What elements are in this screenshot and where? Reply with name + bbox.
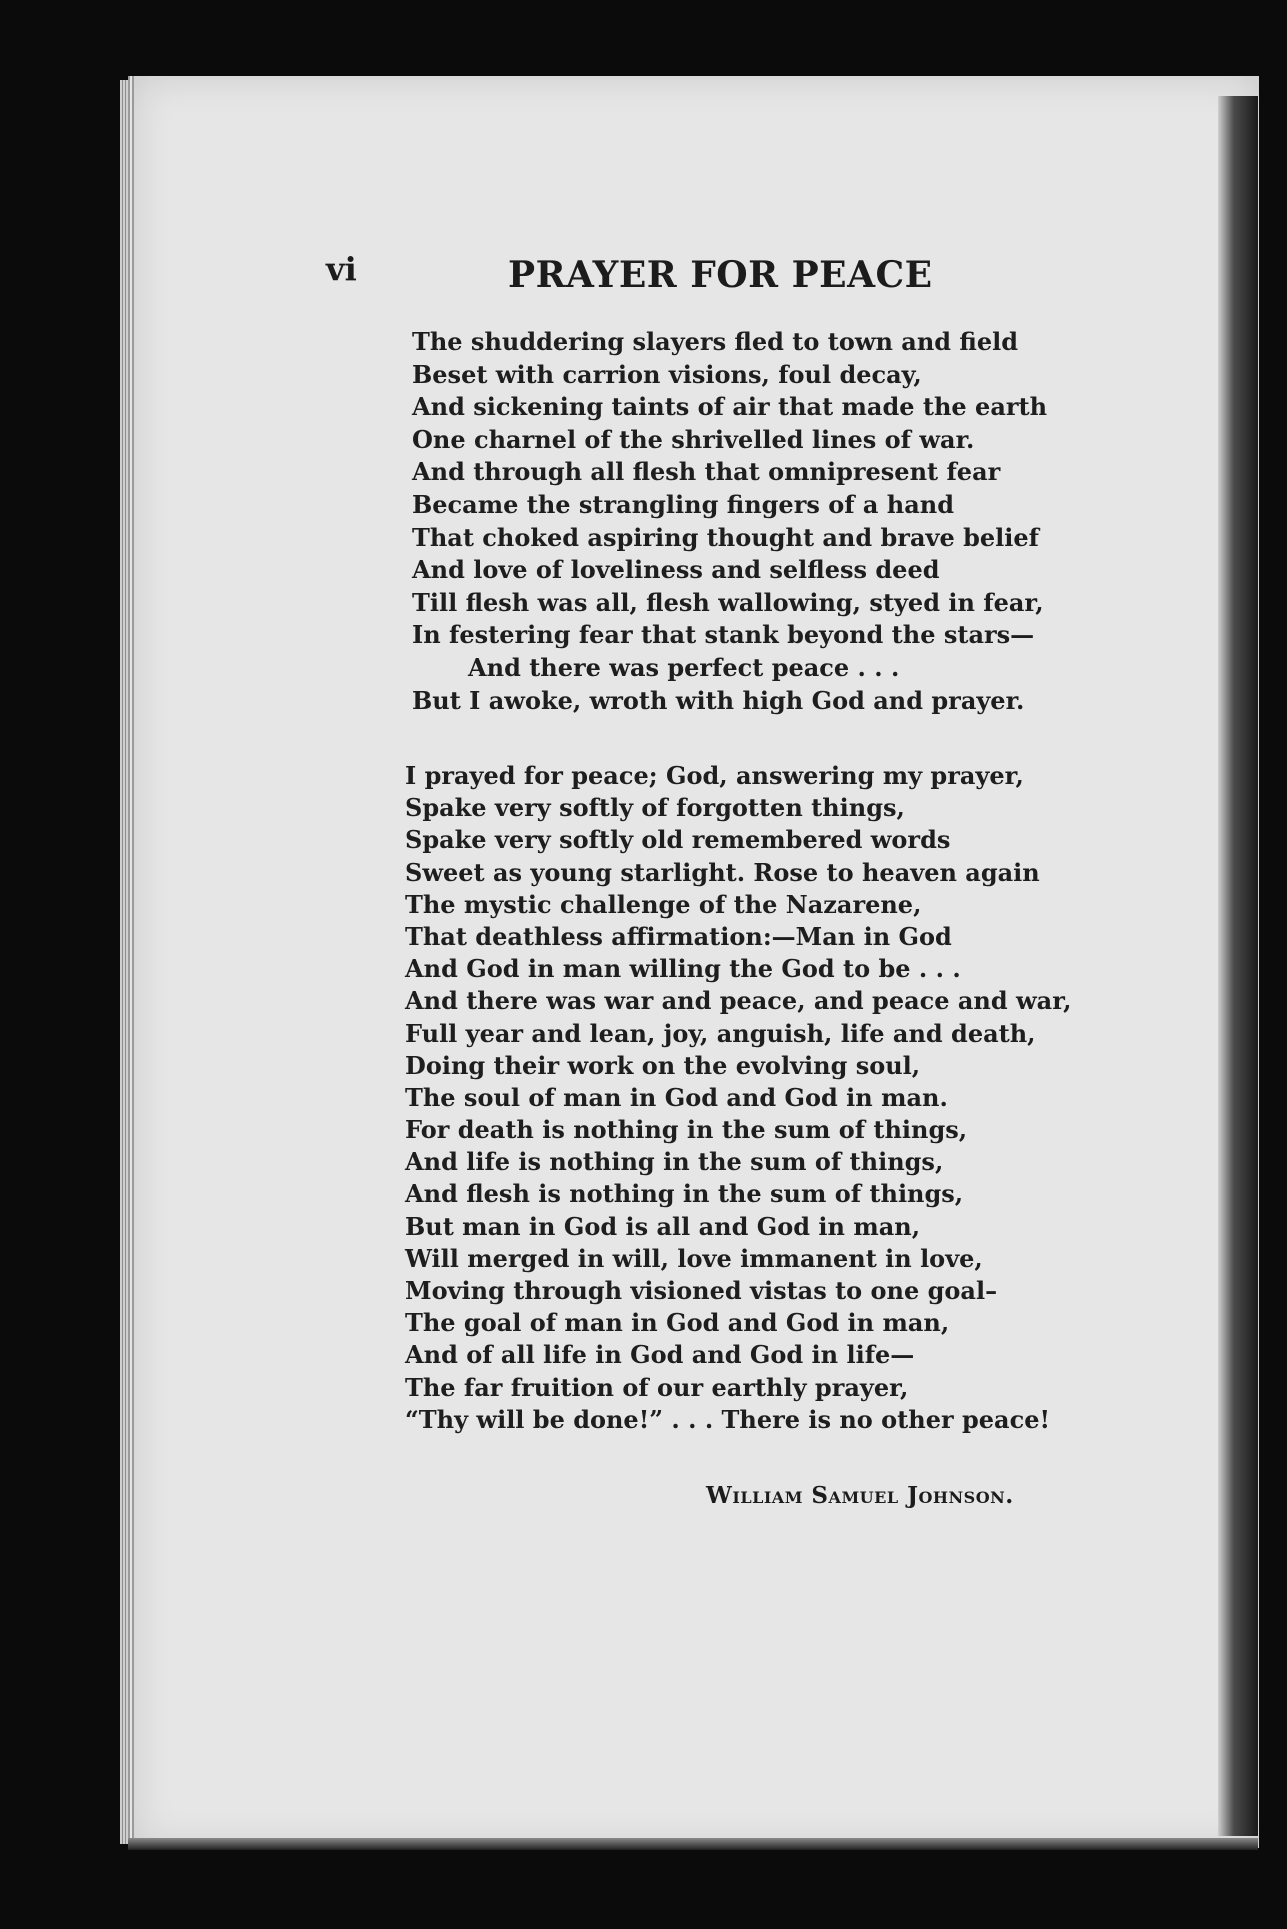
poem-line: Till flesh was all, flesh wallowing, styed in fear, [412, 587, 1044, 617]
poem-line: Beset with carrion visions, foul decay, [412, 359, 922, 389]
poem-line: And life is nothing in the sum of things, [405, 1147, 944, 1177]
poem-line: “Thy will be done!” . . . There is no other peace! [405, 1404, 1050, 1434]
poem-line: The mystic challenge of the Nazarene, [405, 889, 922, 919]
poem-line: Spake very softly old remembered words [405, 825, 951, 855]
poem-title: PRAYER FOR PEACE [508, 254, 933, 296]
poem-line: I prayed for peace; God, answering my prayer, [405, 761, 1024, 790]
page-edge-right [1218, 96, 1258, 1836]
poem-line: And sickening taints of air that made the earth [412, 392, 1048, 422]
poem-line: And there was war and peace, and peace and war, [405, 986, 1072, 1016]
poem-line: Full year and lean, joy, anguish, life and death, [405, 1018, 1036, 1048]
page-edge-bottom [128, 1838, 1258, 1850]
poem-line: The far fruition of our earthly prayer, [405, 1372, 909, 1402]
poem-line: The shuddering slayers fled to town and field [412, 327, 1019, 356]
poem-line: Will merged in will, love immanent in love, [405, 1243, 983, 1273]
poem-line: Sweet as young starlight. Rose to heaven again [405, 857, 1040, 887]
poem-line: Became the strangling fingers of a hand [412, 489, 955, 519]
poem-line: And through all flesh that omnipresent fear [412, 457, 1001, 487]
poem-line: And flesh is nothing in the sum of things, [405, 1179, 964, 1209]
poem-line: In festering fear that stank beyond the stars— [412, 620, 1035, 650]
poem-line: Doing their work on the evolving soul, [405, 1050, 921, 1080]
stanza-1 [412, 326, 1047, 717]
poem-line: And of all life in God and God in life— [405, 1340, 915, 1370]
poem-line: Spake very softly of forgotten things, [405, 793, 905, 823]
poem-line: Moving through visioned vistas to one goal– [405, 1276, 998, 1305]
poem-author: William Samuel Johnson. [706, 1482, 1014, 1509]
poem-line: The goal of man in God and God in man, [405, 1308, 950, 1338]
poem-line: That deathless affirmation:—Man in God [405, 921, 952, 951]
page-number: vi [326, 250, 357, 288]
poem-line: And there was perfect peace . . . [468, 652, 900, 682]
stanza-2 [405, 760, 1071, 1436]
poem-line: But I awoke, wroth with high God and prayer. [412, 685, 1025, 715]
poem-line: The soul of man in God and God in man. [405, 1082, 948, 1112]
poem-line: And God in man willing the God to be . . . [405, 954, 961, 984]
poem-line: For death is nothing in the sum of things, [405, 1115, 968, 1145]
poem-line: And love of loveliness and selfless deed [412, 555, 940, 585]
poem-line: That choked aspiring thought and brave belief [412, 522, 1039, 552]
poem-line: But man in God is all and God in man, [405, 1211, 921, 1241]
poem-line: One charnel of the shrivelled lines of war. [412, 424, 975, 454]
